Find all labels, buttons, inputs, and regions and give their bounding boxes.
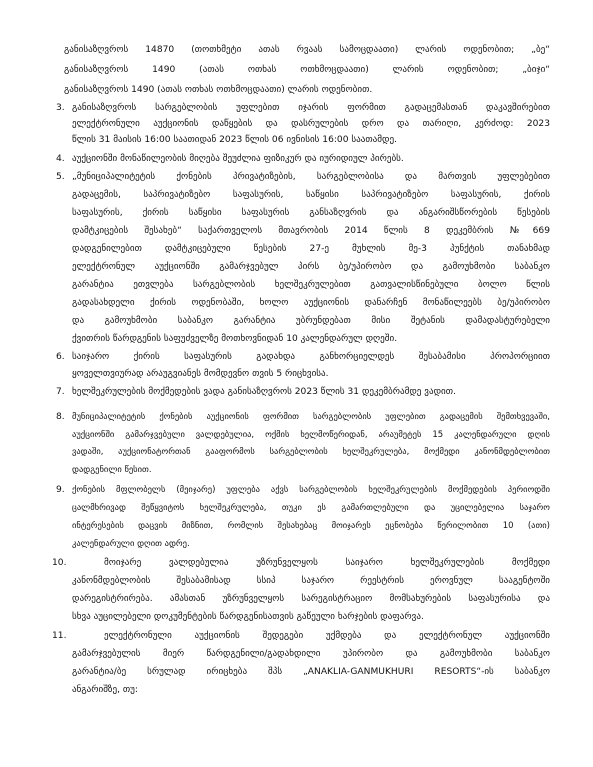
item-text-line: აუქციონში გამარჯვებული ვალდებულია, ოქმის ხელმოწერიდან, არაუმეტეს 15 კალენდარული დღის	[72, 430, 550, 440]
item-text-line: ვადაში, აუქციონატორთან გააფორმოს სარგებლობის ხელშეკრულება, მოქმედი კანონმდებლობით	[72, 447, 550, 457]
item-text-line: დამტკიცების შესახებ“ საქართველოს მთავრობის 2014 წლის 8 დეკემბრის №669	[72, 226, 550, 236]
item-text-line: ელექტრონულ აუქციონში გამარჯვებულ პირს ბე/უპირობო და გამოუხმობი საბანკო	[72, 262, 550, 272]
item-text-line: გარანტია ეთვლება სარგებლობის ხელშეკრულებით გათვალისწინებული ბოლო წლის	[72, 280, 550, 290]
item-number: 9.	[56, 485, 65, 495]
item-text-line: გარანტია/ბე სრულად ირიცხება შპს „ANAKLIA-GANMUKHURI RESORTS“-ის საბანკო	[72, 667, 550, 677]
item-number: 3.	[56, 103, 65, 113]
item-number: 7.	[56, 387, 65, 397]
item-text-line: ანგარიშზე, თუ:	[72, 685, 138, 695]
item-text-line: განისაზღვროს სარგებლობის უფლებით იჯარის ფორმით გადაცემასთან დაკავშირებით	[72, 103, 550, 113]
item-number: 6.	[56, 352, 65, 362]
item-text-line: ელექტრონული აუქციონის დაწყების და დასრულების დრო და თარიღი, კერძოდ: 2023	[72, 119, 550, 129]
item-text-line: დარეგისტრირება. ამასთან უზრუნველყოს სარეგისტრაციო მომსახურების საფასურისა და	[72, 594, 550, 604]
item-text-line: გადაცემის, საპრივატიზებო საფასურის, საწყისი საპრივატიზებო საფასურის, ქირის	[72, 190, 550, 200]
item-prelude-line-3: განისაზღვროს 1490 (ათას ოთხას ოთხმოცდაათი) ლარის ოდენობით.	[64, 85, 373, 95]
item-number: 10.	[52, 558, 67, 568]
item-text-line: ცალმხრივად შეწყვიტოს ხელშეკრულება, თუკი ეს გამართლებული და უცილებელია საჯარო	[72, 503, 550, 513]
item-text-line: მოიჯარე ვალდებულია უზრუნველყოს საიჯარო ხელშეკრულების მოქმედი	[104, 558, 550, 568]
item-text-line: ყოველთვიურად არაუგვიანეს მომდევნო თვის 5 რიცხვისა.	[72, 369, 329, 379]
item-text-line: ინტერესების დაცვის მიზნით, რომლის შესახებაც მოიჯარეს ეცნობება წერილობით 10 (ათი)	[72, 521, 550, 531]
item-text-line: სხვა აუცილებელი დოკუმენტების წარდგენისათვის გაწეული ხარჯების დაფარვა.	[72, 612, 424, 622]
item-text-line: „მუნიციპალიტეტის ქონების პრივატიზების, სარგებლობისა და მართვის უფლებებით	[72, 172, 550, 182]
item-text-line: აუქციონში მონაწილეობის მიღება შეუძლია ფიზიკურ და იურიდიულ პირებს.	[72, 154, 404, 164]
item-text-line: მუნიციპალიტეტის ქონების აუქციონის ფორმით სარგებლობის უფლებით გადაცემის შემთხვევაში,	[72, 412, 550, 422]
item-text-line: საიჯარო ქირის საფასურის გადახდა განხორციელდეს შესაბამისი პროპორციით	[72, 352, 550, 362]
item-number: 8.	[56, 412, 65, 422]
item-text-line: კალენდარული დღით ადრე.	[72, 539, 190, 549]
item-text-line: ელექტრონული აუქციონის შედეგები უქმდება და ელექტრონულ აუქციონში	[104, 631, 550, 641]
item-text-line: და გამოუხმობი საბანკო გარანტია უბრუნდებათ მისი შეტანის დამადასტურებელი	[72, 316, 550, 326]
item-number: 4.	[56, 154, 65, 164]
item-text-line: ქონების მფლობელს (მეიჯარე) უფლება აქვს სარგებლობის ხელშეკრულების მოქმედების პერიოდში	[72, 485, 550, 495]
item-number: 11.	[52, 631, 67, 641]
item-text-line: გადასახდელი ქირის ოდენობაში, ხოლო აუქციონის დანარჩენ მონაწილეებს ბე/უპირობო	[72, 298, 550, 308]
item-prelude-line-1: განისაზღვროს 14870 (თოთხმეტი ათას რვაას სამოცდაათი) ლარის ოდენობით; „ბე“	[64, 45, 550, 55]
item-number: 5.	[56, 172, 65, 182]
item-text-line: ხელშეკრულების მოქმედების ვადა განისაზღვროს 2023 წლის 31 დეკემბრამდე ვადით.	[72, 387, 456, 397]
item-text-line: საფასურის, ქირის საწყისი საფასურის განსაზღვრის და ანგარიშსწორების წესების	[72, 208, 550, 218]
item-text-line: წლის 31 მაისის 16:00 საათიდან 2023 წლის 06 ივნისის 16:00 საათამდე.	[72, 135, 397, 145]
item-text-line: კანონმდებლობის შესაბამისად სსიპ საჯარო რეესტრის ეროვნულ სააგენტოში	[72, 576, 550, 586]
item-text-line: ქვითრის წარდგენის საფუძველზე მოთხოვნიდან 10 კალენდარულ დღეში.	[72, 334, 398, 344]
item-prelude-line-2: განისაზღვროს 1490 (ათას ოთხას ოთხმოცდაათი) ლარის ოდენობით; „ბიჯი“	[64, 65, 550, 75]
item-text-line: გამარჯვებულის მიერ წარდგენილი/გადახდილი უპირობო და გამოუხმობი საბანკო	[72, 649, 550, 659]
item-text-line: დადგენილი წესით.	[72, 465, 152, 475]
item-text-line: დადგენილებით დამტკიცებული წესების 27-ე მუხლის მე-3 პუნქტის თანახმად	[72, 244, 550, 254]
